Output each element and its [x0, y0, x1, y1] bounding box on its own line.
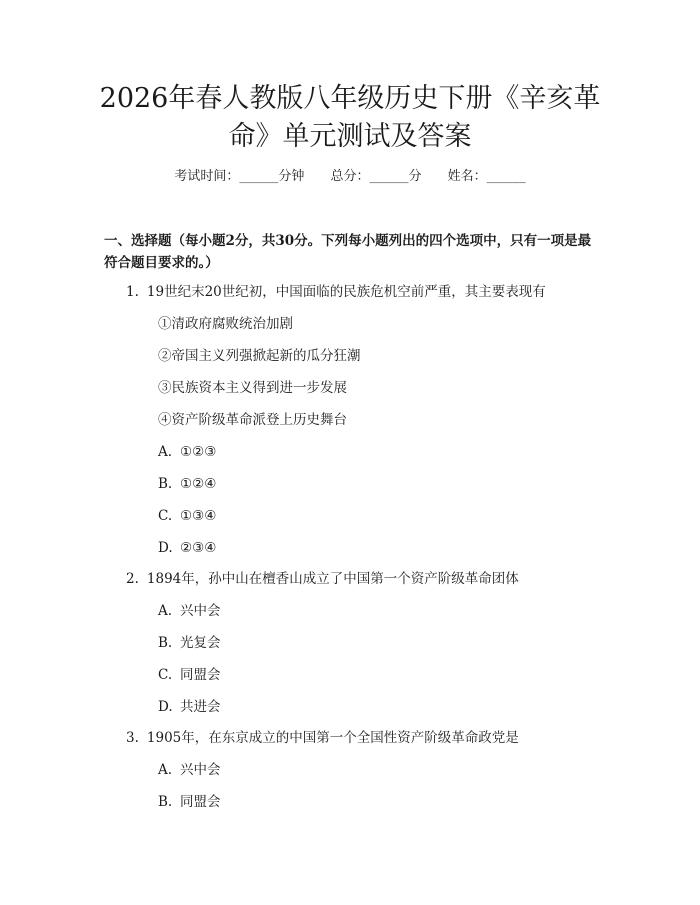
statement-3: ③民族资本主义得到进一步发展 [158, 380, 347, 396]
exam-name [448, 169, 526, 184]
option-letter: B. [158, 635, 173, 651]
option-letter: D. [158, 699, 173, 715]
score-unit: 分 [408, 169, 422, 184]
option-b [158, 475, 216, 493]
option-text: 共进会 [180, 699, 221, 715]
option-text: ①②④ [180, 476, 217, 492]
statement-2: ②帝国主义列强掀起新的瓜分狂潮 [158, 348, 361, 364]
option-text: ①③④ [180, 508, 217, 524]
question-number: 1. [126, 284, 139, 300]
option-c [158, 666, 221, 684]
question-number: 2. [126, 571, 139, 587]
name-label: 姓名： [447, 169, 487, 184]
option-b [158, 793, 221, 811]
exam-time [174, 169, 304, 184]
option-letter: D. [158, 540, 173, 556]
option-d [158, 539, 216, 557]
option-text: 兴中会 [180, 762, 221, 778]
name-blank: ______ [486, 169, 526, 184]
exam-score [330, 169, 421, 184]
section-heading: 一、选择题（每小题2分，共30分。下列每小题列出的四个选项中，只有一项是最符合题目要求的。） [104, 233, 592, 271]
question-text: 1905年，在东京成立的中国第一个全国性资产阶级革命政党是 [146, 730, 519, 746]
option-b [158, 634, 221, 652]
option-text: 兴中会 [180, 603, 221, 619]
document-title: 2026年春人教版八年级历史下册《辛亥革命》单元测试及答案 [99, 83, 601, 152]
time-label: 考试时间： [174, 169, 240, 184]
option-letter: C. [158, 667, 173, 683]
question-1 [126, 283, 546, 301]
question-text: 1894年，孙中山在檀香山成立了中国第一个资产阶级革命团体 [146, 571, 519, 587]
option-text: 同盟会 [180, 794, 221, 810]
option-text: 同盟会 [180, 667, 221, 683]
question-number: 3. [126, 730, 139, 746]
option-c [158, 507, 216, 525]
option-a [158, 602, 221, 620]
statement-4: ④资产阶级革命派登上历史舞台 [158, 412, 347, 428]
option-letter: A. [158, 444, 173, 460]
time-blank: ______ [239, 169, 279, 184]
option-letter: A. [158, 603, 173, 619]
score-blank: ______ [369, 169, 409, 184]
question-2 [126, 570, 519, 588]
score-label: 总分： [330, 169, 370, 184]
option-text: 光复会 [180, 635, 221, 651]
option-d [158, 698, 221, 716]
option-text: ②③④ [180, 540, 217, 556]
option-letter: A. [158, 762, 173, 778]
option-text: ①②③ [180, 444, 217, 460]
option-letter: B. [158, 476, 173, 492]
option-a [158, 443, 216, 461]
time-unit: 分钟 [278, 169, 305, 184]
question-3 [126, 729, 519, 747]
option-letter: C. [158, 508, 173, 524]
option-letter: B. [158, 794, 173, 810]
exam-meta [0, 168, 700, 186]
question-text: 19世纪末20世纪初，中国面临的民族危机空前严重，其主要表现有 [146, 284, 546, 300]
statement-1: ①清政府腐败统治加剧 [158, 316, 293, 332]
option-a [158, 761, 221, 779]
